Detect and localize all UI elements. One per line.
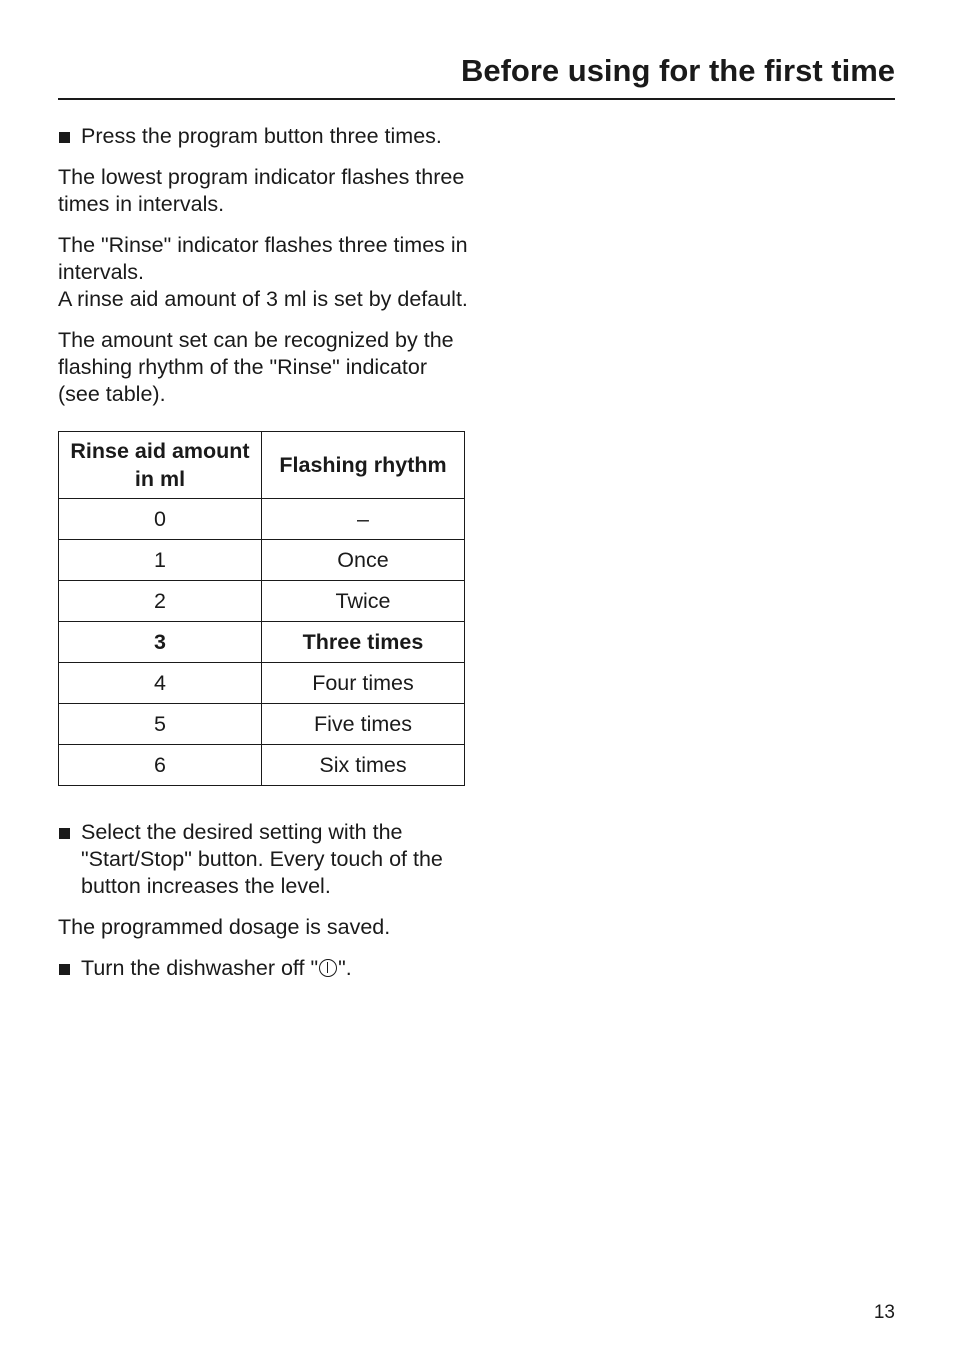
step-text: Select the desired setting with the "Start/Stop" button. Every touch of the button increases the level. [81, 820, 443, 898]
rinse-aid-table [58, 431, 465, 786]
step-text: Press the program button three times. [81, 124, 442, 148]
table-row [59, 745, 465, 786]
table-row [59, 704, 465, 745]
bullet-square-icon [59, 828, 70, 839]
table-cell: 6 [59, 745, 262, 786]
paragraph-rinse-indicator [58, 232, 468, 313]
step-turn-off [58, 955, 468, 982]
step-select-setting [58, 819, 468, 900]
paragraph-dosage-saved: The programmed dosage is saved. [58, 915, 391, 939]
bullet-square-icon [59, 132, 70, 143]
title-divider [58, 98, 895, 100]
table-cell: 4 [59, 663, 262, 704]
table-header-cell: Rinse aid amount in ml [59, 432, 262, 499]
paragraph-line: The "Rinse" indicator flashes three times in intervals. [58, 233, 468, 284]
table-cell: Once [262, 540, 465, 581]
table-cell: Four times [262, 663, 465, 704]
table-cell: Twice [262, 581, 465, 622]
bullet-square-icon [59, 964, 70, 975]
table-cell: 0 [59, 499, 262, 540]
step-text-after: ". [338, 956, 352, 980]
table-row [59, 499, 465, 540]
step-text-before: Turn the dishwasher off " [81, 956, 319, 980]
paragraph-line: A rinse aid amount of 3 ml is set by default. [58, 287, 468, 311]
table-cell: 2 [59, 581, 262, 622]
table-cell: 3 [59, 622, 262, 663]
table-cell: 5 [59, 704, 262, 745]
page-title: Before using for the first time [460, 53, 895, 88]
table-row [59, 581, 465, 622]
main-column [58, 123, 468, 996]
step-press-program-button [58, 123, 468, 150]
paragraph-amount-recognition: The amount set can be recognized by the flashing rhythm of the "Rinse" indicator (see table). [58, 328, 454, 406]
table-cell: Three times [262, 622, 465, 663]
table-cell: 1 [59, 540, 262, 581]
table-header-cell: Flashing rhythm [262, 432, 465, 499]
table-header-row [59, 432, 465, 499]
table-row-default [59, 622, 465, 663]
table-cell: Six times [262, 745, 465, 786]
table-row [59, 663, 465, 704]
table-row [59, 540, 465, 581]
power-off-icon [319, 959, 337, 977]
paragraph-lowest-indicator: The lowest program indicator flashes three times in intervals. [58, 165, 465, 216]
page-number: 13 [873, 1302, 895, 1323]
table-cell: – [262, 499, 465, 540]
table-cell: Five times [262, 704, 465, 745]
